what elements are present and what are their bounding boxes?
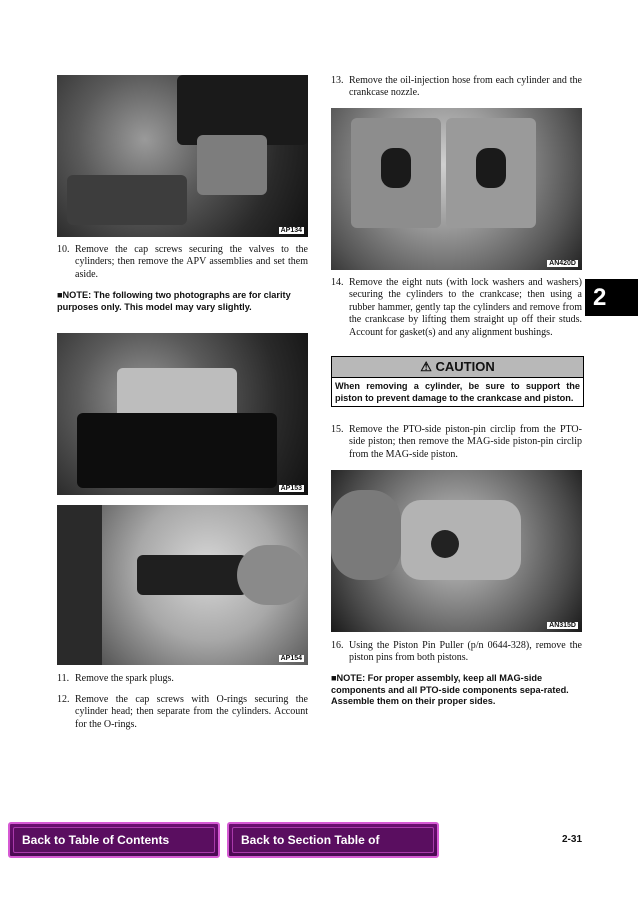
back-to-section-toc-button[interactable]	[227, 822, 439, 871]
photo-ap134	[57, 75, 308, 237]
photo-an420d	[331, 108, 582, 270]
step-14: 14. Remove the eight nuts (with lock washers and washers) securing the cylinders to the crankcase; then using a rubber hammer, gently tap the cylinders and remove from the crankcase by lifting them straight up off their studs. Account for gasket(s) and any alignment bushings.	[331, 277, 582, 338]
note-assembly: ■NOTE: For proper assembly, keep all MAG-side components and all PTO-side components sepa-rated. Assemble them on their proper sides.	[331, 673, 569, 707]
intake-port-shape	[381, 148, 411, 188]
photo-an315d	[331, 470, 582, 632]
piston-shape	[401, 500, 521, 580]
caution-text: When removing a cylinder, be sure to support the piston to prevent damage to the crankcase and piston.	[335, 381, 580, 403]
photo-code: AP153	[280, 485, 302, 492]
step-16: 16. Using the Piston Pin Puller (p/n 0644-328), remove the piston pins from both pistons.	[331, 640, 582, 664]
apv-assembly-shape	[137, 555, 247, 595]
bracket-shape	[67, 175, 187, 225]
photo-code: AP154	[280, 655, 302, 662]
step-15: 15. Remove the PTO-side piston-pin circlip from the PTO-side piston; then remove the MAG-side piston-pin circlip from the MAG-side piston.	[331, 424, 582, 460]
step-12: 12. Remove the cap screws with O-rings securing the cylinder head; then separate from the cylinders. Account for the O-rings.	[57, 694, 308, 730]
valve-shape	[197, 135, 267, 195]
hand-shape	[331, 490, 401, 580]
page-number: 2-31	[562, 834, 583, 845]
photo-code: AP134	[280, 227, 302, 234]
section-tab: 2	[585, 279, 638, 316]
photo-code: AN420D	[549, 260, 576, 267]
caution-box	[331, 356, 584, 407]
intake-port-shape	[476, 148, 506, 188]
piston-pin-shape	[431, 530, 459, 558]
step-10: 10. Remove the cap screws securing the valves to the cylinders; then remove the APV assemblies and set them aside.	[57, 244, 308, 280]
step-13: 13. Remove the oil-injection hose from each cylinder and the crankcase nozzle.	[331, 75, 582, 99]
back-to-toc-label: Back to Table of Contents	[13, 827, 215, 853]
cylinder-edge-shape	[57, 505, 102, 665]
photo-ap153	[57, 333, 308, 495]
caution-header: ⚠ CAUTION	[332, 357, 583, 378]
photo-ap154	[57, 505, 308, 665]
apv-housing-shape	[77, 413, 277, 488]
hand-shape	[237, 545, 307, 605]
step-11: 11. Remove the spark plugs.	[57, 673, 174, 684]
photo-code: AN315D	[549, 622, 576, 629]
note-clarity: ■NOTE: The following two photographs are for clarity purposes only. This model may vary slightly.	[57, 290, 291, 312]
back-to-section-toc-label: Back to Section Table of Contents	[232, 827, 434, 853]
back-to-toc-button[interactable]	[8, 822, 220, 858]
